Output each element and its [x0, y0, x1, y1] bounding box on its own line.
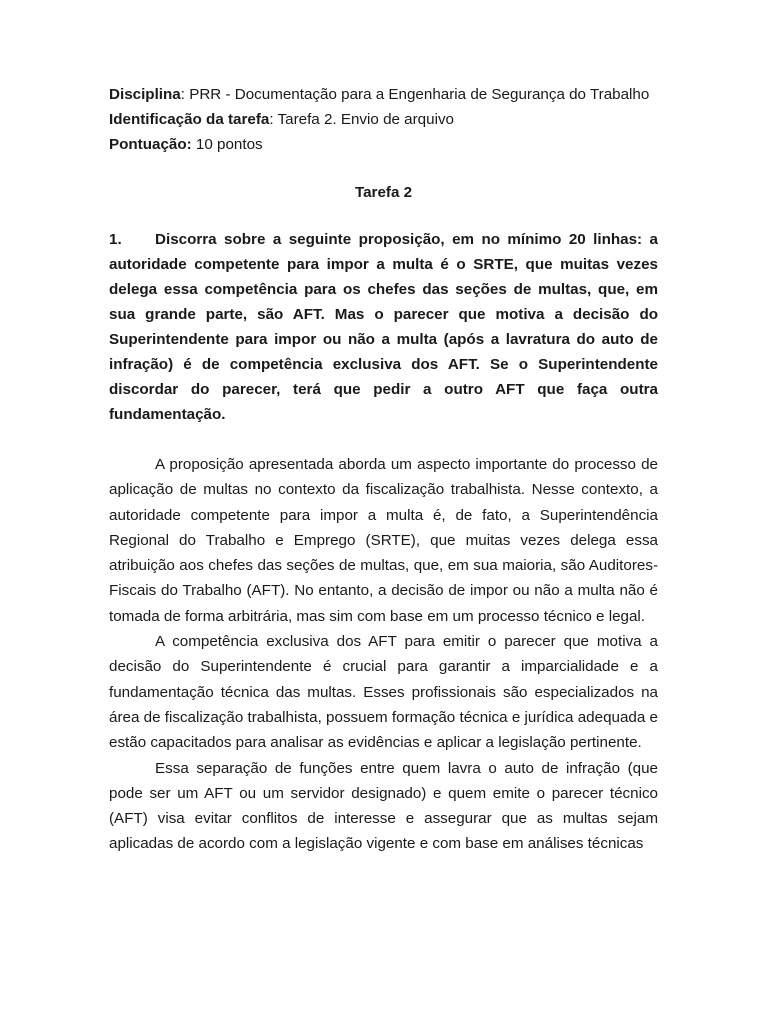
question-text: Discorra sobre a seguinte proposição, em no mínimo 20 linhas: a autoridade competente para impor a multa é o SRTE, que muitas vezes delega essa competência para os chefes das seções de multas, que, em sua grande parte, são AFT. Mas o parecer que motiva a decisão do Superintendente para impor ou não a multa (após a lavratura do auto de infração) é de competência exclusiva dos AFT. Se o Superintendente discordar do parecer, terá que pedir a outro AFT que faça outra fundamentação. — [109, 231, 658, 423]
score-label: Pontuação: — [109, 136, 192, 153]
task-id-value: : Tarefa 2. Envio de arquivo — [269, 111, 454, 128]
question-number: 1. — [109, 231, 122, 248]
task-id-line — [109, 107, 658, 132]
task-id-label: Identificação da tarefa — [109, 111, 270, 128]
document-page — [109, 82, 658, 857]
question — [109, 227, 658, 427]
answer-paragraph-1: A proposição apresentada aborda um aspecto importante do processo de aplicação de multas no contexto da fiscalização trabalhista. Nesse contexto, a autoridade competente para impor a multa é, de fato, a Superintendência Regional do Trabalho e Emprego (SRTE), que muitas vezes delega essa atribuição aos chefes das seções de multas, que, em sua maioria, são Auditores-Fiscais do Trabalho (AFT). No entanto, a decisão de impor ou não a multa não é tomada de forma arbitrária, mas sim com base em um processo técnico e legal. — [109, 456, 658, 625]
answer-paragraph-3: Essa separação de funções entre quem lavra o auto de infração (que pode ser um AFT ou um servidor designado) e quem emite o parecer técnico (AFT) visa evitar conflitos de interesse e assegurar que as multas sejam aplicadas de acordo com a legislação vigente e com base em análises técnicas — [109, 759, 658, 853]
score-line — [109, 132, 658, 157]
discipline-label: Disciplina — [109, 86, 181, 103]
answer — [109, 452, 658, 857]
task-title: Tarefa 2 — [354, 184, 413, 201]
document-header — [109, 82, 658, 157]
discipline-line — [109, 82, 658, 107]
answer-paragraph-2: A competência exclusiva dos AFT para emitir o parecer que motiva a decisão do Superintendente é crucial para garantir a imparcialidade e a fundamentação técnica das multas. Esses profissionais são especializados na área de fiscalização trabalhista, possuem formação técnica e jurídica adequada e estão capacitados para analisar as evidências e aplicar a legislação pertinente. — [109, 633, 658, 752]
discipline-value: : PRR - Documentação para a Engenharia de Segurança do Trabalho — [180, 86, 650, 103]
score-value: 10 pontos — [191, 136, 263, 153]
